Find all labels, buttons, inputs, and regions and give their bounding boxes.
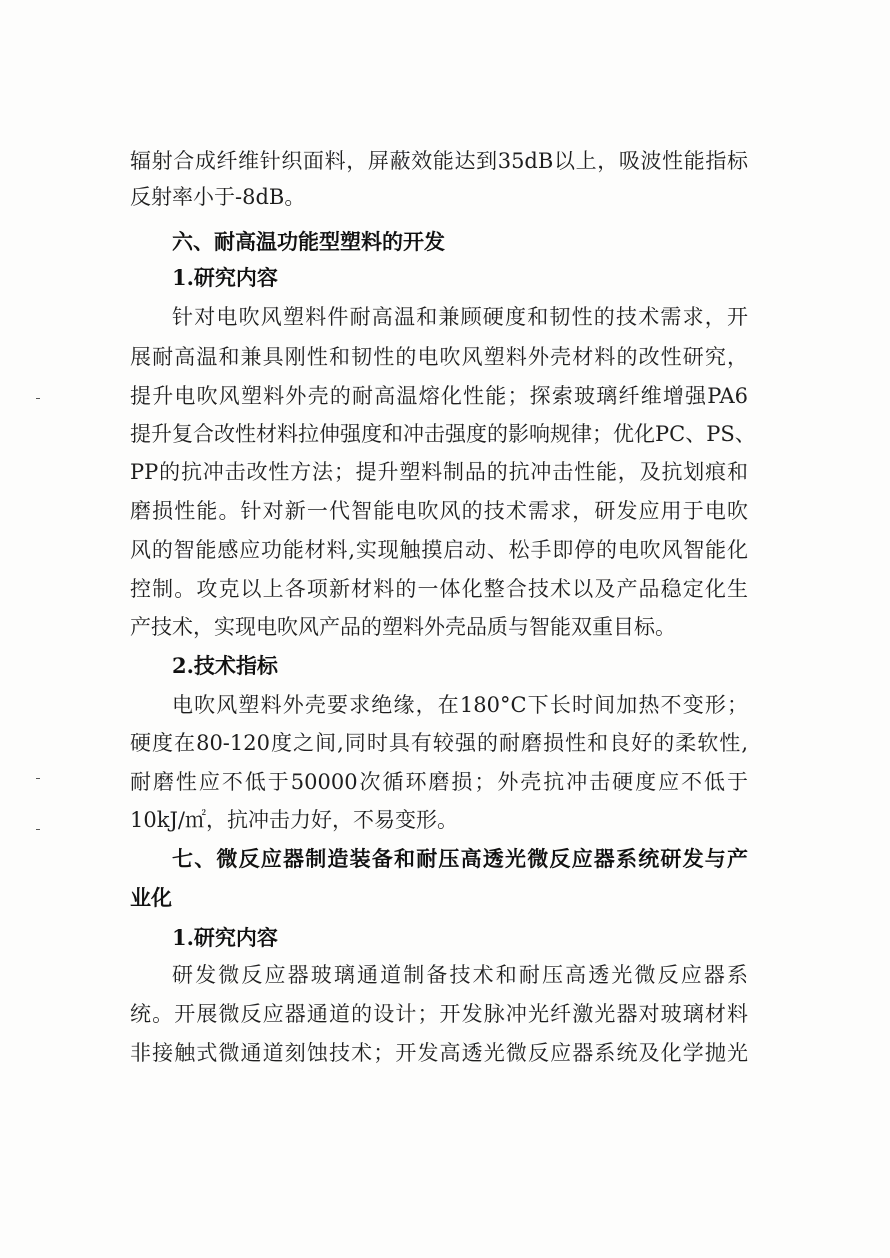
body-text-line: 提升复合改性材料拉伸强度和冲击强度的影响规律；优化PC、PS、 [130, 422, 756, 446]
subheading-research-content-2: 1.研究内容 [172, 925, 278, 950]
body-text-line: 针对电吹风塑料件耐高温和兼顾硬度和韧性的技术需求，开 [172, 305, 748, 329]
subheading-research-content: 1.研究内容 [172, 265, 278, 290]
section-heading-6: 六、耐高温功能型塑料的开发 [172, 229, 445, 254]
body-text-line: 统。开展微反应器通道的设计；开发脉冲光纤激光器对玻璃材料 [130, 1002, 748, 1026]
body-text-line: 展耐高温和兼具刚性和韧性的电吹风塑料外壳材料的改性研究， [130, 345, 748, 369]
body-text-line: 研发微反应器玻璃通道制备技术和耐压高透光微反应器系 [172, 963, 748, 987]
body-text-line: 控制。攻克以上各项新材料的一体化整合技术以及产品稳定化生 [130, 577, 748, 601]
body-text-line: 反射率小于-8dB。 [130, 185, 306, 209]
subheading-technical-indicators: 2.技术指标 [172, 653, 278, 678]
body-text-line: 提升电吹风塑料外壳的耐高温熔化性能；探索玻璃纤维增强PA6 [130, 384, 748, 408]
body-text-line: 辐射合成纤维针织面料，屏蔽效能达到35dB以上，吸波性能指标 [130, 149, 748, 173]
body-text-line: 磨损性能。针对新一代智能电吹风的技术需求，研发应用于电吹 [130, 499, 748, 523]
body-text-line: 产技术，实现电吹风产品的塑料外壳品质与智能双重目标。 [130, 615, 676, 639]
scan-speck [36, 778, 40, 779]
section-heading-7: 七、微反应器制造装备和耐压高透光微反应器系统研发与产 [172, 846, 748, 871]
body-text-line: 10kJ/㎡，抗冲击力好，不易变形。 [130, 808, 458, 832]
scan-speck [36, 829, 40, 830]
body-text-line: PP的抗冲击改性方法；提升塑料制品的抗冲击性能，及抗划痕和 [130, 460, 748, 484]
body-text-line: 电吹风塑料外壳要求绝缘，在180°C下长时间加热不变形； [172, 693, 748, 717]
scan-speck [36, 398, 40, 399]
section-heading-7-continued: 业化 [130, 885, 172, 910]
body-text-line: 风的智能感应功能材料,实现触摸启动、松手即停的电吹风智能化 [130, 538, 748, 562]
body-text-line: 硬度在80-120度之间,同时具有较强的耐磨损性和良好的柔软性, [130, 731, 748, 755]
body-text-line: 耐磨性应不低于50000次循环磨损；外壳抗冲击硬度应不低于 [130, 770, 748, 794]
body-text-line: 非接触式微通道刻蚀技术；开发高透光微反应器系统及化学抛光 [130, 1041, 748, 1065]
